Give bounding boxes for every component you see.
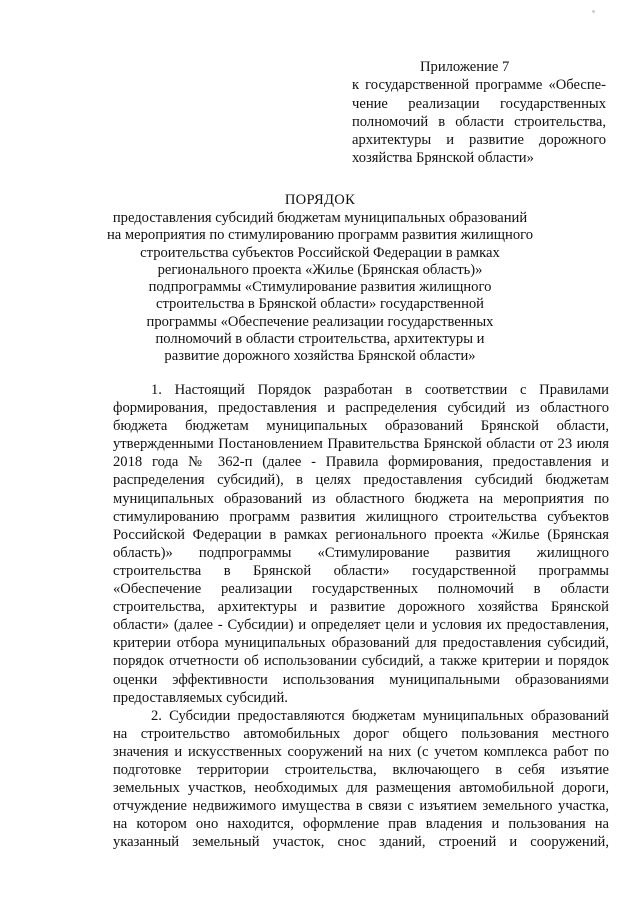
paragraph-1-line: Российской Федерации в рамках регионального проекта «Жилье (Брянская [113, 526, 609, 543]
paragraph-1-line: оценки эффективности использования муниципальными образованиями [113, 671, 609, 688]
subtitle-line: строительства в Брянской области» государственной [156, 296, 484, 313]
subtitle-line: программы «Обеспечение реализации государственных [146, 313, 494, 330]
paragraph-1-line: порядок отчетности об использовании субсидий, а также критерии и порядок [113, 653, 609, 670]
appendix-line: чение реализации государственных [352, 95, 606, 112]
paragraph-2-line: земельных участков, необходимых для размещения автомобильной дороги, [113, 780, 609, 797]
paragraph-1-line: предоставляемых субсидий. [113, 689, 288, 706]
paragraph-2-line: 2. Субсидии предоставляются бюджетам муниципальных образований [151, 707, 609, 724]
subtitle-line: регионального проекта «Жилье (Брянская область)» [157, 261, 483, 278]
document-subtitle [100, 210, 540, 366]
subtitle-line: предоставления субсидий бюджетам муниципальных образований [112, 210, 528, 226]
subtitle-line: на мероприятия по стимулированию программ развития жилищного [106, 227, 534, 244]
appendix-line: к государственной программе «Обеспе- [352, 77, 606, 94]
paragraph-1-line: формирования, предоставления и распределения субсидий из областного [113, 400, 609, 417]
paragraph-1-line: области» (далее - Субсидии) и определяет цели и условия их предоставления, [113, 617, 609, 634]
paragraph-1-line: бюджета бюджетам муниципальных образований Брянской области, [113, 418, 609, 435]
paragraph-1-line: 2018 года № 362-п (далее - Правила формирования, предоставления и [113, 454, 609, 471]
paragraph-2-line: на строительство автомобильных дорог общего пользования местного [113, 725, 609, 742]
subtitle-line: строительства субъектов Российской Федерации в рамках [140, 244, 500, 261]
subtitle-line: подпрограммы «Стимулирование развития жилищного [148, 279, 492, 296]
paragraph-1-line: распределения субсидий), в целях предоставления субсидий бюджетам [113, 472, 609, 489]
paragraph-1-line: критерии отбора муниципальных образований для предоставления субсидий, [113, 635, 609, 652]
subtitle-line: полномочий в области строительства, архитектуры и [155, 331, 485, 348]
paragraph-1-line: строительства в Брянской области» государственной программы [113, 562, 609, 579]
paragraph-2-line: указанный земельный участок, снос зданий, строений и сооружений, [113, 834, 609, 851]
appendix-line: архитектуры и развитие дорожного [352, 132, 606, 149]
paragraph-1-line: стимулированию программ развития жилищного строительства субъектов [113, 508, 609, 525]
subtitle-line: развитие дорожного хозяйства Брянской области» [164, 348, 476, 365]
paragraph-1-line: область)» подпрограммы «Стимулирование развития жилищного [113, 544, 609, 561]
appendix-line: хозяйства Брянской области» [352, 150, 534, 167]
scan-speck [592, 10, 595, 13]
appendix-line: полномочий в области строительства, [352, 113, 606, 130]
paragraph-2-line: на котором оно находится, оформление прав владения и пользования на [113, 816, 609, 833]
paragraph-1-line: муниципальных образований из областного бюджета на мероприятия по [113, 490, 609, 507]
paragraph-2-line: значения и искусственных сооружений на них (с учетом комплекса работ по [113, 743, 609, 760]
paragraph-1-line: 1. Настоящий Порядок разработан в соответствии с Правилами [151, 382, 609, 398]
paragraph-1-line: «Обеспечение реализации государственных полномочий в области [113, 581, 609, 598]
paragraph-2-line: подготовке территории строительства, включающего в себя изъятие [113, 761, 609, 778]
document-title: ПОРЯДОК [284, 192, 356, 208]
appendix-line: Приложение 7 [420, 59, 510, 75]
appendix-header [352, 58, 606, 168]
paragraph-1-line: строительства, архитектуры и развитие дорожного хозяйства Брянской [113, 599, 609, 616]
document-body [113, 381, 609, 851]
paragraph-1-line: утвержденными Постановлением Правительства Брянской области от 23 июля [113, 436, 609, 453]
paragraph-2-line: отчуждение недвижимого имущества в связи с изъятием земельного участка, [113, 798, 609, 815]
